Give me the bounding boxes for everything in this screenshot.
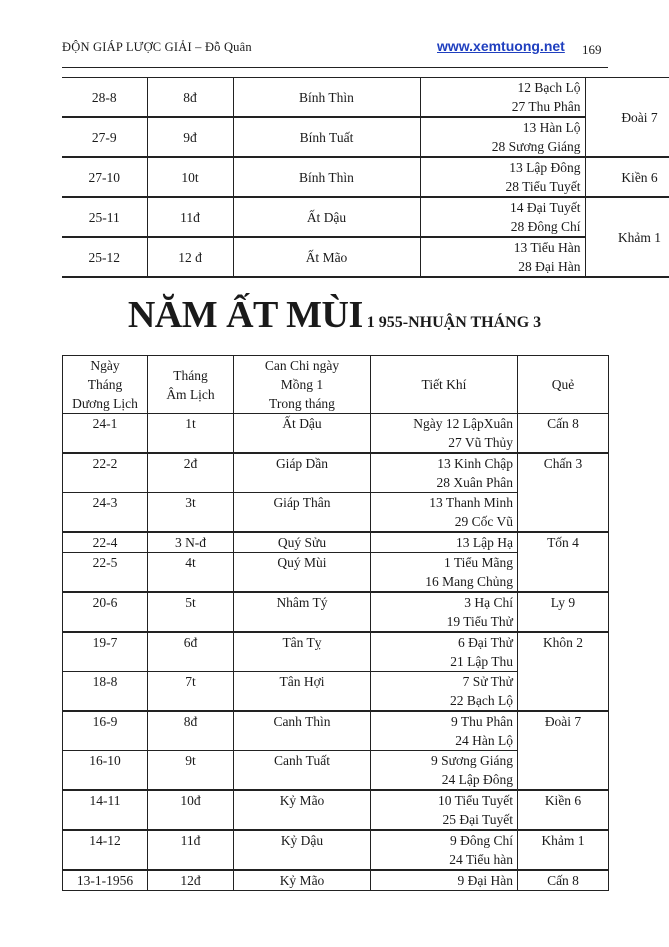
header-ngay-line: Ngày xyxy=(90,358,120,373)
month-cell: 6đ xyxy=(148,632,234,672)
date-cell: 22-2 xyxy=(63,453,148,493)
que-cell: Cấn 8 xyxy=(518,870,609,891)
canchi-cell: Quý Mùi xyxy=(234,553,371,593)
tietkhi-line: 19 Tiểu Thử xyxy=(446,614,513,629)
que-cell: Đoài 7 xyxy=(518,711,609,790)
tietkhi-line: 13 Kinh Chập xyxy=(437,456,513,471)
month-cell: 3 N-đ xyxy=(148,532,234,553)
year-title-sub: 1 955-NHUẬN THÁNG 3 xyxy=(366,314,542,331)
tietkhi-line: 22 Bạch Lộ xyxy=(450,693,513,708)
month-cell: 12đ xyxy=(148,870,234,891)
month-cell: 10t xyxy=(147,157,233,197)
que-cell: Kiền 6 xyxy=(518,790,609,830)
tietkhi-cell xyxy=(420,78,585,118)
canchi-cell: Bính Thìn xyxy=(233,78,420,118)
canchi-cell: Tân Tỵ xyxy=(234,632,371,672)
page-number: 169 xyxy=(582,42,602,57)
tietkhi-line: 13 Hàn Lộ xyxy=(522,120,581,135)
canchi-cell: Kỷ Mão xyxy=(234,870,371,891)
header-canchi-line: Trong tháng xyxy=(269,396,335,411)
header-canchi-line: Can Chi ngày xyxy=(264,358,340,373)
tietkhi-cell xyxy=(371,751,518,791)
table-row xyxy=(63,830,609,870)
canchi-cell: Giáp Thân xyxy=(234,493,371,533)
tietkhi-cell xyxy=(371,592,518,632)
header-que: Quẻ xyxy=(518,356,609,414)
tietkhi-cell xyxy=(371,790,518,830)
tietkhi-line: 16 Mang Chủng xyxy=(425,574,513,589)
canchi-cell: Kỷ Dậu xyxy=(234,830,371,870)
que-cell: Đoài 7 xyxy=(585,78,669,158)
tietkhi-cell xyxy=(371,632,518,672)
table-row xyxy=(63,790,609,830)
date-cell: 14-11 xyxy=(63,790,148,830)
tietkhi-line: 6 Đại Thử xyxy=(457,635,513,650)
que-cell: Khảm 1 xyxy=(585,197,669,277)
month-cell: 4t xyxy=(148,553,234,593)
header-thang xyxy=(148,356,234,414)
header-tietkhi: Tiết Khí xyxy=(371,356,518,414)
month-cell: 5t xyxy=(148,592,234,632)
date-cell: 28-8 xyxy=(62,78,147,118)
page-header xyxy=(62,40,608,60)
tietkhi-cell xyxy=(371,453,518,493)
table-row xyxy=(62,78,669,118)
tietkhi-line: 21 Lập Thu xyxy=(450,654,513,669)
table-row xyxy=(62,157,669,197)
tietkhi-cell xyxy=(371,553,518,593)
book-title: ĐỘN GIÁP LƯỢC GIẢI – Đỗ Quân xyxy=(62,40,252,54)
header-ngay xyxy=(63,356,148,414)
calendar-table-1954 xyxy=(62,77,669,278)
canchi-cell: Ất Dậu xyxy=(233,197,420,237)
tietkhi-line: 27 Thu Phân xyxy=(511,99,581,114)
date-cell: 14-12 xyxy=(63,830,148,870)
month-cell: 9t xyxy=(148,751,234,791)
website-link[interactable]: www.xemtuong.net xyxy=(437,38,565,54)
tietkhi-line: 13 Tiểu Hàn xyxy=(513,240,581,255)
tietkhi-line: 9 Thu Phân xyxy=(450,714,513,729)
header-thang-line: Tháng xyxy=(173,367,208,383)
table-row xyxy=(63,870,609,891)
month-cell: 8đ xyxy=(147,78,233,118)
tietkhi-cell xyxy=(371,493,518,533)
tietkhi-line: 1 Tiểu Mãng xyxy=(443,555,513,570)
tietkhi-cell xyxy=(371,672,518,712)
canchi-cell: Tân Hợi xyxy=(234,672,371,712)
date-cell: 25-11 xyxy=(62,197,147,237)
month-cell: 8đ xyxy=(148,711,234,751)
que-cell: Khảm 1 xyxy=(518,830,609,870)
month-cell: 1t xyxy=(148,414,234,454)
month-cell: 12 đ xyxy=(147,237,233,277)
tietkhi-line: 27 Vũ Thủy xyxy=(448,435,513,450)
canchi-cell: Bính Thìn xyxy=(233,157,420,197)
tietkhi-line: 12 Bạch Lộ xyxy=(517,80,581,95)
date-cell: 20-6 xyxy=(63,592,148,632)
que-cell: Cấn 8 xyxy=(518,414,609,454)
header-thang-line: Âm Lịch xyxy=(166,386,215,402)
tietkhi-line: 29 Cốc Vũ xyxy=(454,514,513,529)
year-title xyxy=(0,293,669,337)
header-ngay-line: Dương Lịch xyxy=(72,396,138,411)
tietkhi-line: 9 Đông Chí xyxy=(449,833,513,848)
date-cell: 22-5 xyxy=(63,553,148,593)
table-row xyxy=(63,453,609,493)
tietkhi-line: 24 Lập Đông xyxy=(441,772,513,787)
tietkhi-line: 28 Sương Giáng xyxy=(491,139,581,154)
date-cell: 16-9 xyxy=(63,711,148,751)
date-cell: 16-10 xyxy=(63,751,148,791)
tietkhi-cell xyxy=(420,117,585,157)
date-cell: 27-10 xyxy=(62,157,147,197)
date-cell: 27-9 xyxy=(62,117,147,157)
table-row xyxy=(63,711,609,751)
tietkhi-line: 24 Hàn Lộ xyxy=(455,733,513,748)
header-canchi-line: Mồng 1 xyxy=(280,377,324,392)
tietkhi-cell xyxy=(371,870,518,891)
table-row xyxy=(62,117,669,157)
tietkhi-line: 13 Lập Đông xyxy=(509,160,581,175)
tietkhi-line: 3 Hạ Chí xyxy=(464,595,513,610)
tietkhi-cell xyxy=(420,197,585,237)
que-cell: Tốn 4 xyxy=(518,532,609,592)
canchi-cell: Ất Mão xyxy=(233,237,420,277)
date-cell: 13-1-1956 xyxy=(63,870,148,891)
tietkhi-line: 13 Thanh Minh xyxy=(429,495,513,510)
que-cell: Kiền 6 xyxy=(585,157,669,197)
tietkhi-cell xyxy=(371,532,518,553)
tietkhi-cell xyxy=(371,414,518,454)
tietkhi-line: 7 Sử Thử xyxy=(462,674,513,689)
canchi-cell: Kỷ Mão xyxy=(234,790,371,830)
tietkhi-line: 9 Sương Giáng xyxy=(431,753,513,768)
que-cell: Chấn 3 xyxy=(518,453,609,532)
que-cell: Ly 9 xyxy=(518,592,609,632)
tietkhi-line: 28 Đại Hàn xyxy=(518,259,581,274)
tietkhi-line: 28 Tiểu Tuyết xyxy=(505,179,581,194)
canchi-cell: Canh Thìn xyxy=(234,711,371,751)
tietkhi-cell xyxy=(420,237,585,277)
date-cell: 25-12 xyxy=(62,237,147,277)
canchi-cell: Nhâm Tý xyxy=(234,592,371,632)
date-cell: 19-7 xyxy=(63,632,148,672)
month-cell: 11đ xyxy=(147,197,233,237)
table1-body xyxy=(62,78,669,278)
month-cell: 10đ xyxy=(148,790,234,830)
canchi-cell: Bính Tuất xyxy=(233,117,420,157)
table2-body xyxy=(63,414,609,891)
tietkhi-line: 28 Đông Chí xyxy=(510,219,581,234)
calendar-table-1955 xyxy=(62,355,609,891)
header-rule xyxy=(62,67,608,68)
tietkhi-line: 13 Lập Hạ xyxy=(456,535,513,550)
table-row xyxy=(63,532,609,553)
tietkhi-cell xyxy=(371,711,518,751)
month-cell: 9đ xyxy=(147,117,233,157)
tietkhi-cell xyxy=(371,830,518,870)
date-cell: 22-4 xyxy=(63,532,148,553)
tietkhi-line: 25 Đại Tuyết xyxy=(442,812,513,827)
header-canchi xyxy=(234,356,371,414)
month-cell: 2đ xyxy=(148,453,234,493)
tietkhi-line: 10 Tiểu Tuyết xyxy=(437,793,513,808)
tietkhi-line: Ngày 12 LậpXuân xyxy=(413,416,513,431)
tietkhi-line: 14 Đại Tuyết xyxy=(509,200,581,215)
tietkhi-line: 9 Đại Hàn xyxy=(457,873,513,888)
canchi-cell: Quý Sửu xyxy=(234,532,371,553)
table-row xyxy=(63,414,609,454)
date-cell: 24-3 xyxy=(63,493,148,533)
date-cell: 18-8 xyxy=(63,672,148,712)
month-cell: 3t xyxy=(148,493,234,533)
header-ngay-line: Tháng xyxy=(87,377,123,392)
table-row xyxy=(63,632,609,672)
canchi-cell: Giáp Dần xyxy=(234,453,371,493)
year-title-main: NĂM ẤT MÙI xyxy=(127,294,363,336)
canchi-cell: Canh Tuất xyxy=(234,751,371,791)
date-cell: 24-1 xyxy=(63,414,148,454)
month-cell: 11đ xyxy=(148,830,234,870)
table-row xyxy=(62,197,669,237)
tietkhi-line: 28 Xuân Phân xyxy=(436,475,513,490)
tietkhi-cell xyxy=(420,157,585,197)
canchi-cell: Ất Dậu xyxy=(234,414,371,454)
table2-header xyxy=(63,356,609,414)
tietkhi-line: 24 Tiểu hàn xyxy=(449,852,513,867)
table-row xyxy=(62,237,669,277)
table-row xyxy=(63,592,609,632)
month-cell: 7t xyxy=(148,672,234,712)
que-cell: Khôn 2 xyxy=(518,632,609,711)
